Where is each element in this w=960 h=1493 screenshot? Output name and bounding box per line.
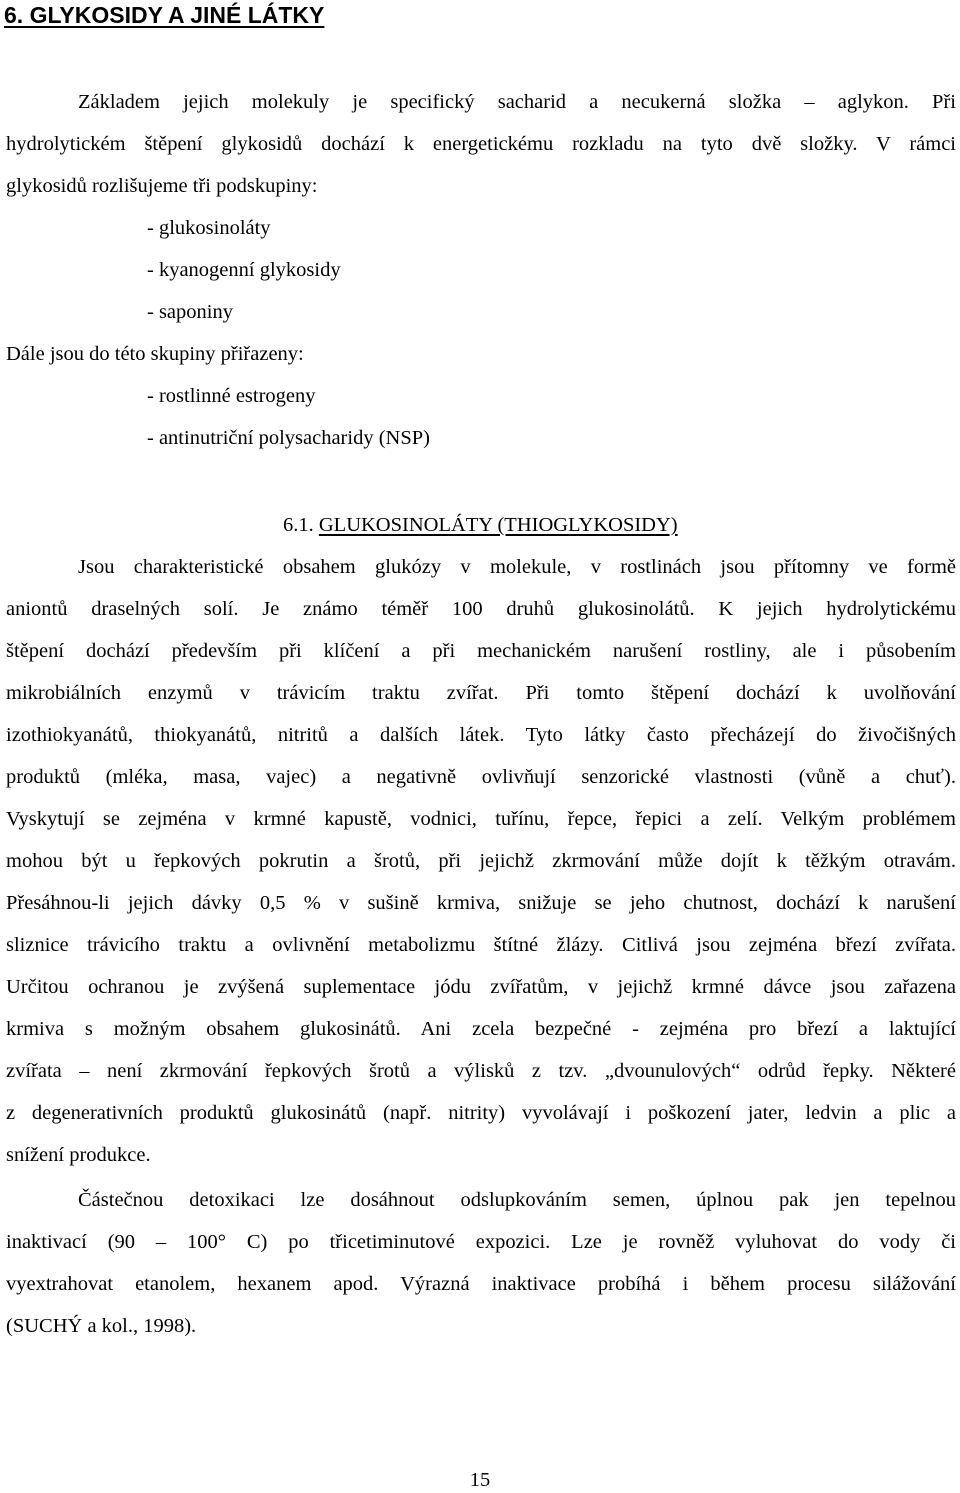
paragraph-line: Jsou charakteristické obsahem glukózy v molekule, v rostlinách jsou přítomny ve formě xyxy=(78,556,956,578)
paragraph-line: aniontů draselných solí. Je známo téměř 100 druhů glukosinolátů. K jejich hydrolytickému xyxy=(6,598,956,620)
intro-line: hydrolytickém štěpení glykosidů dochází k energetickému rozkladu na tyto dvě složky. V rámci xyxy=(6,133,956,155)
paragraph-line: inaktivací (90 – 100° C) po třicetiminutové expozici. Lze je rovněž vyluhovat do vody či xyxy=(6,1231,956,1253)
subgroup-item: - kyanogenní glykosidy xyxy=(147,259,341,281)
section-title: GLUKOSINOLÁTY (THIOGLYKOSIDY) xyxy=(318,514,678,536)
chapter-heading: 6. GLYKOSIDY A JINÉ LÁTKY xyxy=(4,2,325,28)
paragraph-line: snížení produkce. xyxy=(6,1144,151,1166)
also-label: Dále jsou do této skupiny přiřazeny: xyxy=(6,343,304,365)
also-item: - rostlinné estrogeny xyxy=(147,385,316,407)
paragraph-line: vyextrahovat etanolem, hexanem apod. Výrazná inaktivace probíhá i během procesu silážování xyxy=(6,1273,956,1295)
section-number: 6.1. xyxy=(283,514,314,536)
paragraph-line: (SUCHÝ a kol., 1998). xyxy=(6,1315,197,1337)
page-number: 15 xyxy=(469,1469,491,1491)
paragraph-line: krmiva s možným obsahem glukosinátů. Ani zcela bezpečné - zejména pro březí a laktující xyxy=(6,1018,956,1040)
paragraph-line: Částečnou detoxikaci lze dosáhnout odslupkováním semen, úplnou pak jen tepelnou xyxy=(78,1189,956,1211)
paragraph-line: mohou být u řepkových pokrutin a šrotů, při jejichž zkrmování může dojít k těžkým otravám. xyxy=(6,850,956,872)
intro-line: glykosidů rozlišujeme tři podskupiny: xyxy=(6,175,318,197)
paragraph-line: izothiokyanátů, thiokyanátů, nitritů a dalších látek. Tyto látky často přecházejí do živočišných xyxy=(6,724,956,746)
paragraph-line: z degenerativních produktů glukosinátů (např. nitrity) vyvolávají i poškození jater, ledvin a plic a xyxy=(6,1102,956,1124)
intro-line: Základem jejich molekuly je specifický sacharid a necukerná složka – aglykon. Při xyxy=(78,91,956,113)
paragraph-line: zvířata – není zkrmování řepkových šrotů a výlisků z tzv. „dvounulových“ odrůd řepky. Některé xyxy=(6,1060,956,1082)
subgroup-item: - glukosinoláty xyxy=(147,217,271,239)
paragraph-line: Vyskytují se zejména v krmné kapustě, vodnici, tuřínu, řepce, řepici a zelí. Velkým problémem xyxy=(6,808,956,830)
paragraph-line: Určitou ochranou je zvýšená suplementace jódu zvířatům, v jejichž krmné dávce jsou zařazena xyxy=(6,976,956,998)
section-heading xyxy=(283,512,678,538)
paragraph-line: produktů (mléka, masa, vajec) a negativně ovlivňují senzorické vlastnosti (vůně a chuť). xyxy=(6,766,956,788)
subgroup-item: - saponiny xyxy=(147,301,233,323)
paragraph-line: mikrobiálních enzymů v trávicím traktu zvířat. Při tomto štěpení dochází k uvolňování xyxy=(6,682,956,704)
also-item: - antinutriční polysacharidy (NSP) xyxy=(147,427,430,449)
paragraph-line: Přesáhnou-li jejich dávky 0,5 % v sušině krmiva, snižuje se jeho chutnost, dochází k narušení xyxy=(6,892,956,914)
paragraph-line: sliznice trávicího traktu a ovlivnění metabolizmu štítné žlázy. Citlivá jsou zejména březí zvířata. xyxy=(6,934,956,956)
paragraph-line: štěpení dochází především při klíčení a při mechanickém narušení rostliny, ale i působením xyxy=(6,640,956,662)
